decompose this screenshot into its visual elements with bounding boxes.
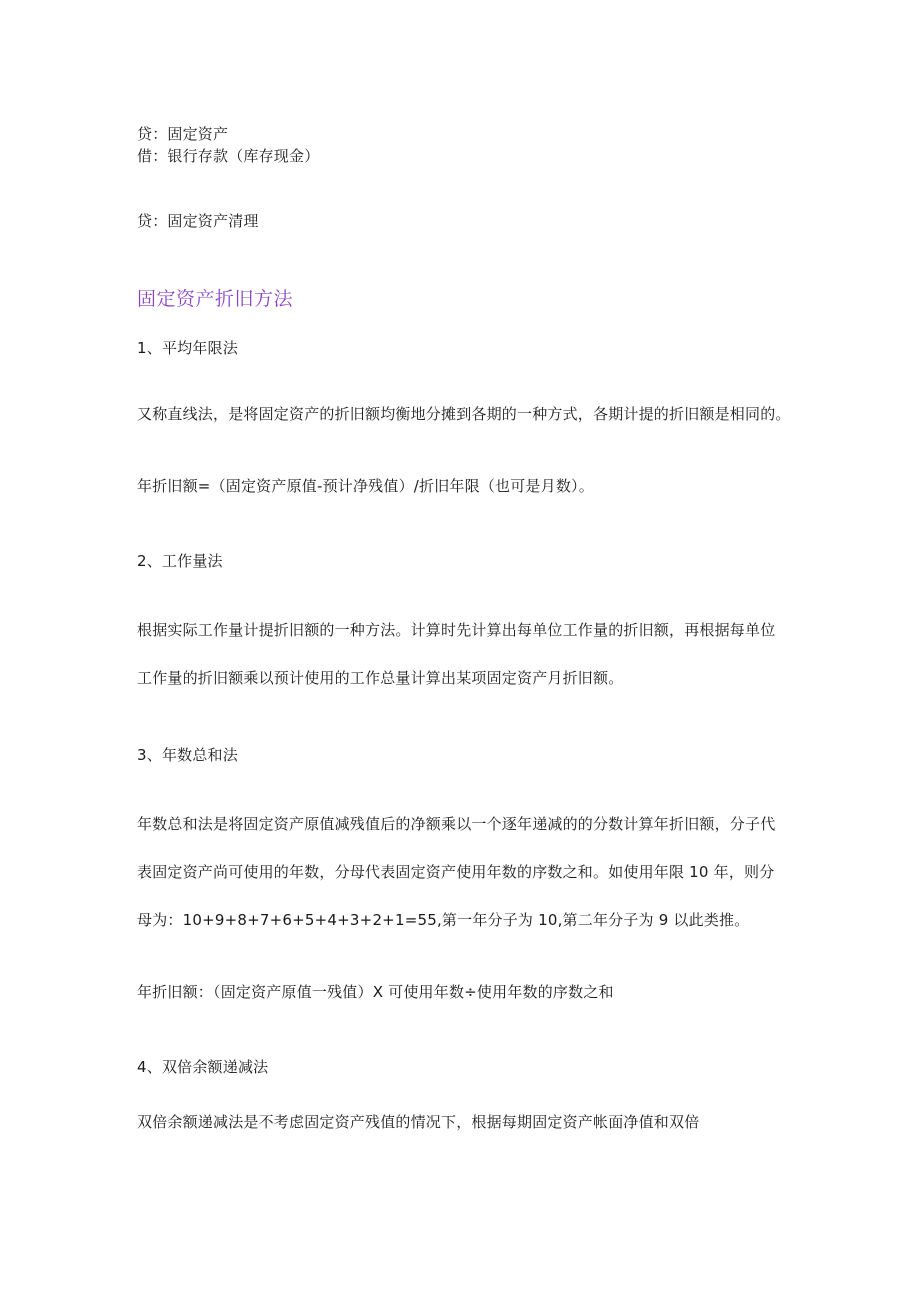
method-title-straight-line: 1、平均年限法	[137, 339, 238, 357]
method-description: 表固定资产尚可使用的年数，分母代表固定资产使用年数的序数之和。如使用年限 10 年，则分	[137, 863, 775, 881]
method-description: 母为：10+9+8+7+6+5+4+3+2+1=55,第一年分子为 10,第二年分子为 9 以此类推。	[137, 911, 750, 929]
method-formula: 年折旧额=（固定资产原值-预计净残值）/折旧年限（也可是月数）。	[137, 477, 594, 495]
journal-entry-credit-fixed-assets: 贷：固定资产	[137, 125, 229, 143]
method-description: 工作量的折旧额乘以预计使用的工作总量计算出某项固定资产月折旧额。	[137, 669, 624, 687]
journal-entry-credit-fixed-asset-clearance: 贷：固定资产清理	[137, 212, 259, 230]
method-title-sum-of-years: 3、年数总和法	[137, 746, 238, 764]
method-description: 根据实际工作量计提折旧额的一种方法。计算时先计算出每单位工作量的折旧额，再根据每单位	[137, 621, 776, 639]
method-title-double-declining: 4、双倍余额递减法	[137, 1058, 269, 1076]
method-formula: 年折旧额：（固定资产原值一残值）X 可使用年数÷使用年数的序数之和	[137, 983, 614, 1001]
method-description: 年数总和法是将固定资产原值减残值后的净额乘以一个逐年递减的的分数计算年折旧额，分子代	[137, 815, 776, 833]
journal-entry-debit-bank-deposit: 借：银行存款（库存现金）	[137, 147, 320, 165]
method-description: 双倍余额递减法是不考虑固定资产残值的情况下，根据每期固定资产帐面净值和双倍	[137, 1113, 700, 1131]
section-title: 固定资产折旧方法	[137, 288, 294, 310]
method-title-units-of-production: 2、工作量法	[137, 552, 223, 570]
method-description: 又称直线法，是将固定资产的折旧额均衡地分摊到各期的一种方式，各期计提的折旧额是相同的。	[137, 405, 791, 423]
